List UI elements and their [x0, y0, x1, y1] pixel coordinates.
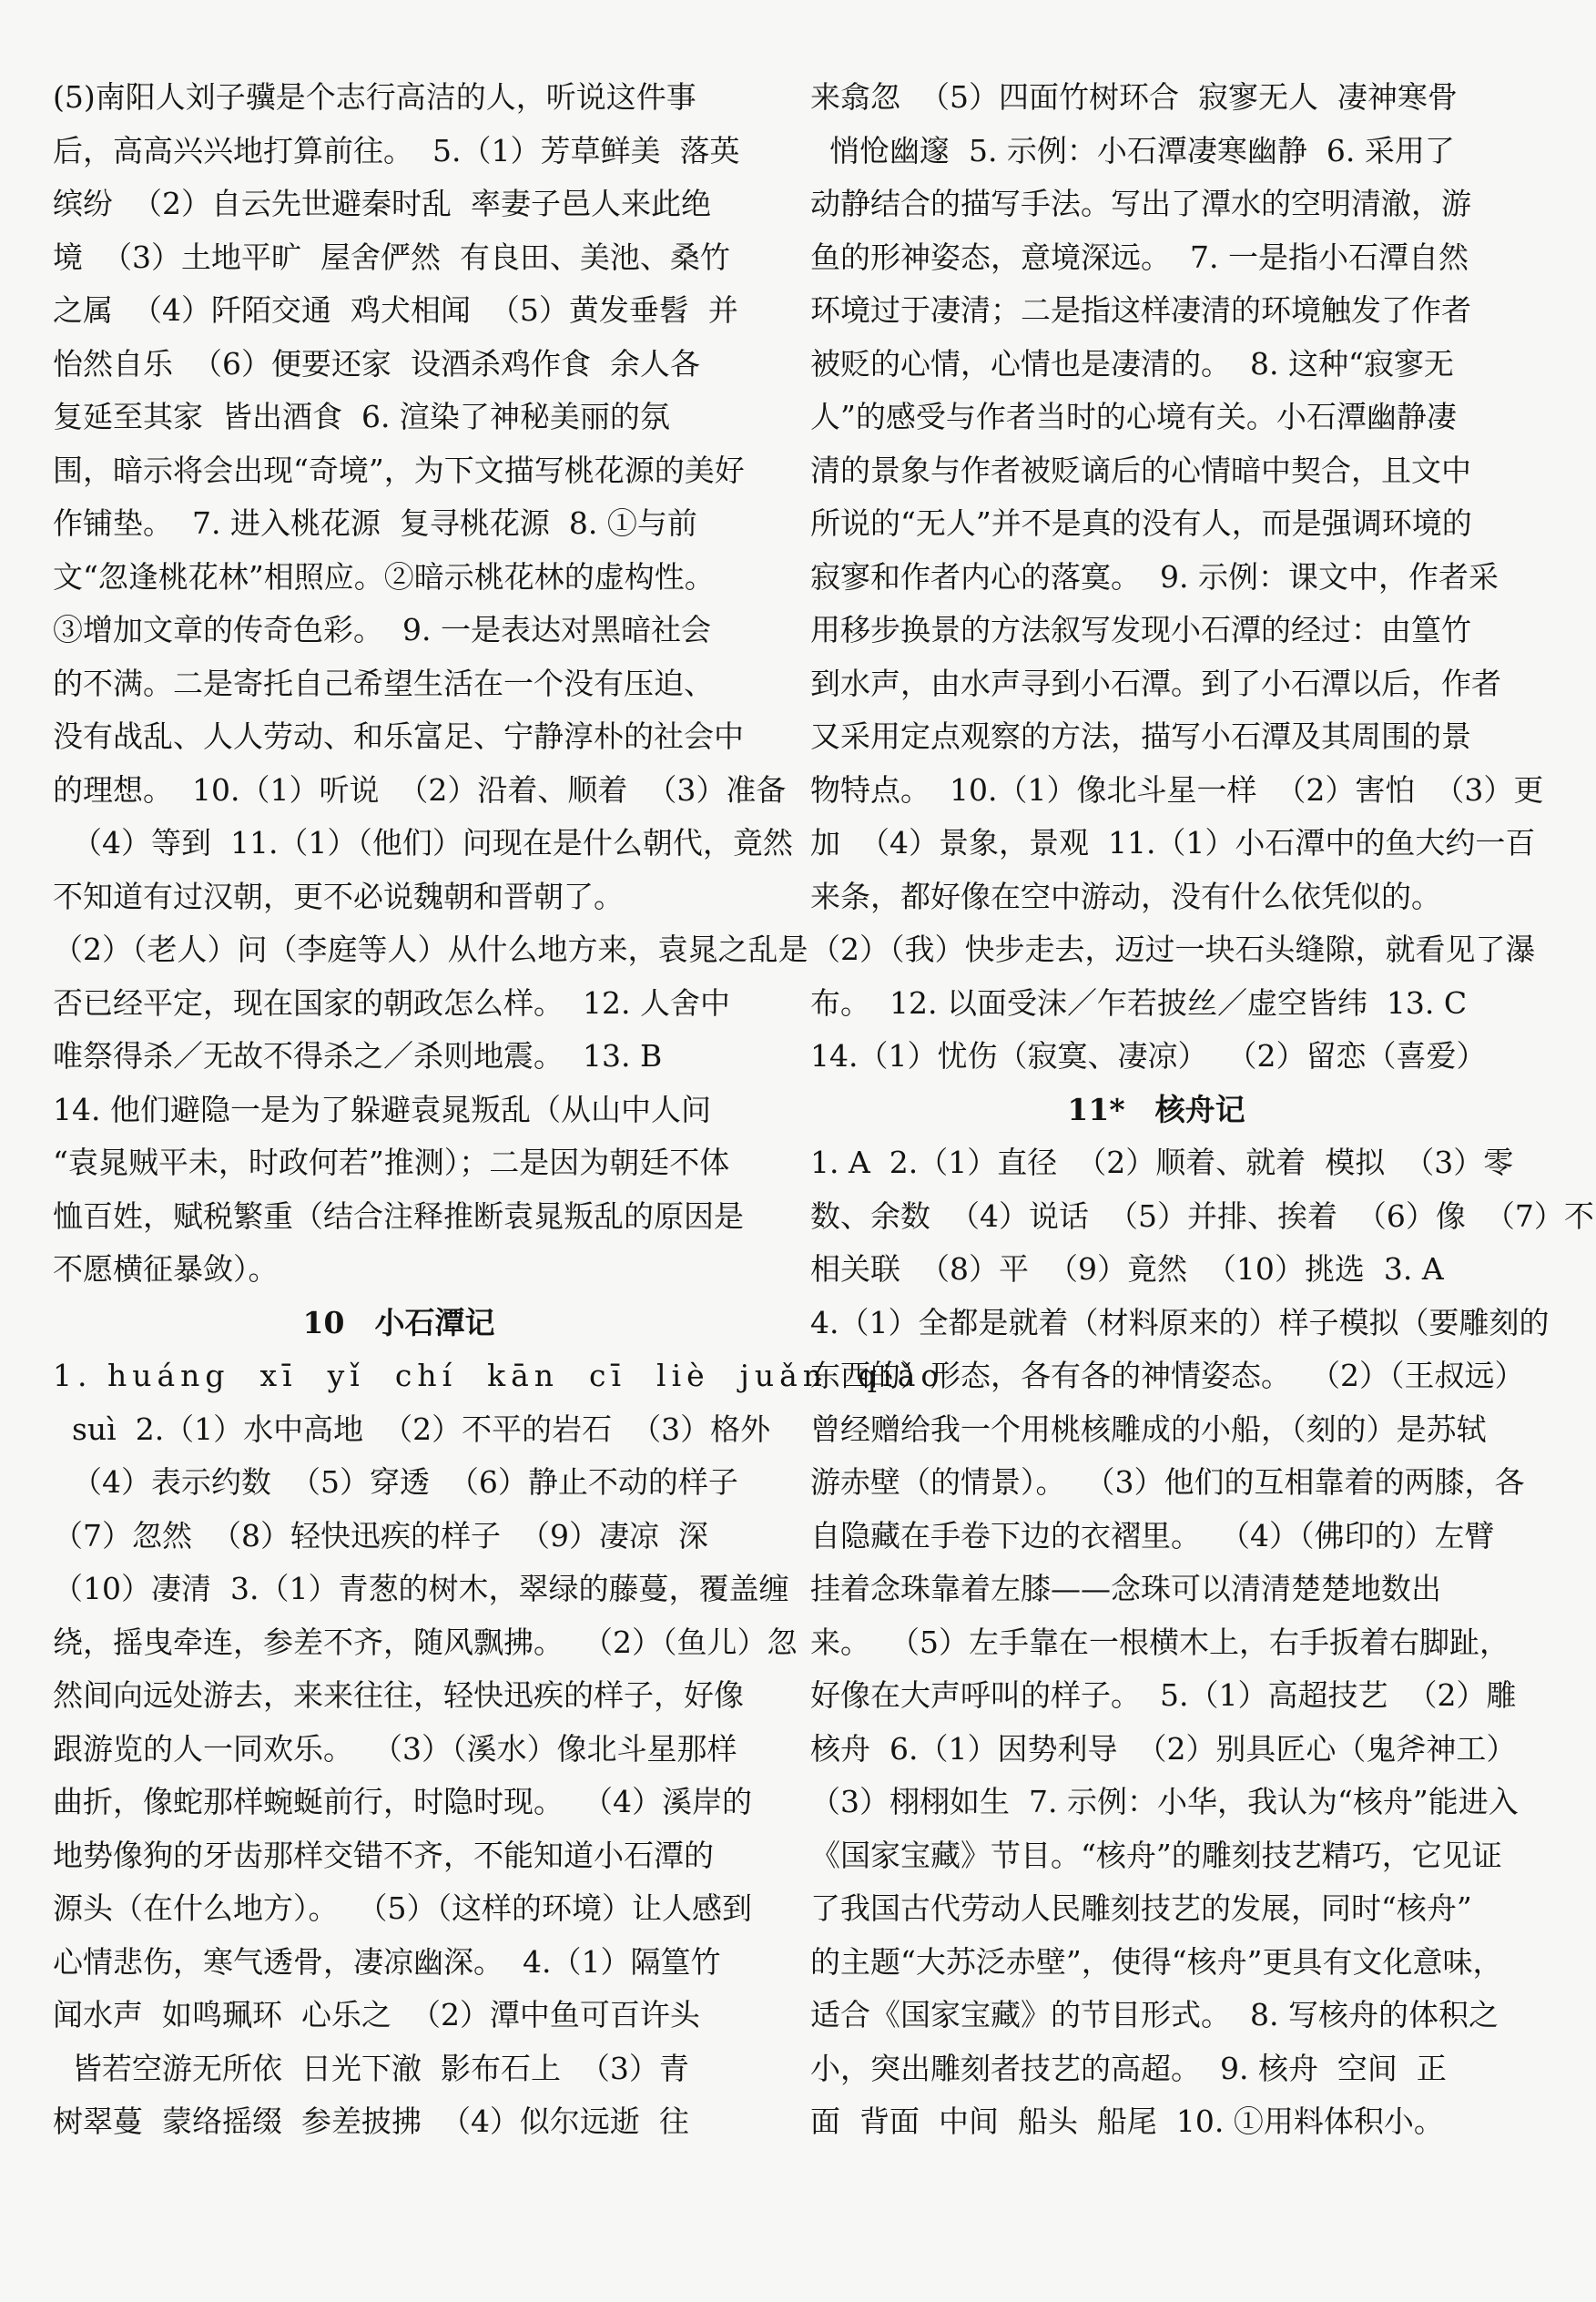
text-line: 恤百姓，赋税繁重（结合注释推断袁晁叛乱的原因是 — [53, 1197, 744, 1234]
text-line: 加 （4）景象，景观 11.（1）小石潭中的鱼大约一百 — [810, 825, 1536, 861]
text-line: 所说的“无人”并不是真的没有人，而是强调环境的 — [810, 505, 1472, 541]
text-line: 东西的）形态，各有各的神情姿态。 （2）（王叔远） — [810, 1358, 1525, 1393]
text-line: 缤纷 （2）自云先世避秦时乱 率妻子邑人来此绝 — [53, 186, 711, 221]
text-line: 核舟 6.（1）因势利导 （2）别具匠心（鬼斧神工） — [810, 1730, 1517, 1767]
text-line: 清的景象与作者被贬谪后的心情暗中契合，且文中 — [810, 452, 1471, 488]
text-line: suì 2.（1）水中高地 （2）不平的岩石 （3）格外 — [53, 1411, 771, 1447]
text-line: （2）（老人）问（李庭等人）从什么地方来，袁晁之乱是 — [53, 932, 808, 967]
text-line: 好像在大声呼叫的样子。 5.（1）高超技艺 （2）雕 — [810, 1677, 1517, 1713]
text-line: 来条，都好像在空中游动，没有什么依凭似的。 — [810, 878, 1441, 914]
text-line: 跟游览的人一同欢乐。 （3）（溪水）像北斗星那样 — [53, 1730, 737, 1767]
left-column — [53, 71, 945, 2149]
text-line: 1. A 2.（1）直径 （2）顺着、就着 模拟 （3）零 — [810, 1145, 1514, 1180]
text-line: 曲折，像蛇那样蜿蜒前行，时隐时现。 （4）溪岸的 — [53, 1784, 752, 1819]
text-line: 了我国古代劳动人民雕刻技艺的发展，同时“核舟” — [810, 1890, 1472, 1926]
text-line: 地势像狗的牙齿那样交错不齐，不能知道小石潭的 — [53, 1837, 714, 1873]
text-line: 鱼的形神姿态，意境深远。 7. 一是指小石潭自然 — [810, 239, 1469, 275]
text-line: 动静结合的描写手法。写出了潭水的空明清澈，游 — [810, 186, 1471, 221]
text-line: 后，高高兴兴地打算前往。 5.（1）芳草鲜美 落英 — [53, 132, 740, 168]
text-line: 到水声，由水声寻到小石潭。到了小石潭以后，作者 — [810, 665, 1501, 701]
text-line: 游赤壁（的情景）。 （3）他们的互相靠着的两膝，各 — [810, 1464, 1525, 1500]
text-line: 自隐藏在手卷下边的衣褶里。 （4）（佛印的）左臂 — [810, 1517, 1495, 1553]
text-line: 之属 （4）阡陌交通 鸡犬相闻 （5）黄发垂髫 并 — [53, 292, 738, 328]
text-line: 又采用定点观察的方法，描写小石潭及其周围的景 — [810, 718, 1471, 754]
text-line: （3）栩栩如生 7. 示例：小华，我认为“核舟”能进入 — [810, 1784, 1519, 1819]
text-line: 寂寥和作者内心的落寞。 9. 示例：课文中，作者采 — [810, 558, 1499, 595]
text-line: 14. 他们避隐一是为了躲避袁晁叛乱（从山中人问 — [53, 1091, 711, 1127]
text-line: （7）忽然 （8）轻快迅疾的样子 （9）凄凉 深 — [53, 1517, 708, 1553]
text-line: 适合《国家宝藏》的节目形式。 8. 写核舟的体积之 — [810, 1997, 1499, 2032]
text-line: 人”的感受与作者当时的心境有关。小石潭幽静凄 — [810, 399, 1457, 434]
text-line: ③增加文章的传奇色彩。 9. 一是表达对黑暗社会 — [53, 612, 711, 647]
text-line: 相关联 （8）平 （9）竟然 （10）挑选 3. A — [810, 1251, 1444, 1287]
text-line: 用移步换景的方法叙写发现小石潭的经过：由篁竹 — [810, 612, 1471, 647]
text-line: 绕，摇曳牵连，参差不齐，随风飘拂。 （2）（鱼儿）忽 — [53, 1624, 798, 1660]
text-line: 《国家宝藏》节目。“核舟”的雕刻技艺精巧，它见证 — [810, 1837, 1502, 1873]
section-heading: 11* 核舟记 — [1067, 1091, 1245, 1127]
text-line: 怡然自乐 （6）便要还家 设酒杀鸡作食 余人各 — [53, 345, 700, 382]
text-line: 不知道有过汉朝，更不必说魏朝和晋朝了。 — [53, 878, 624, 914]
text-line: 来翕忽 （5）四面竹树环合 寂寥无人 凄神寒骨 — [810, 79, 1458, 115]
right-column — [810, 71, 1594, 2149]
text-line: 皆若空游无所依 日光下澈 影布石上 （3）青 — [53, 2050, 689, 2086]
text-line: 的理想。 10.（1）听说 （2）沿着、顺着 （3）准备 — [53, 771, 787, 808]
text-line: 源头（在什么地方）。 （5）（这样的环境）让人感到 — [53, 1890, 752, 1926]
text-line: （4）表示约数 （5）穿透 （6）静止不动的样子 — [53, 1464, 738, 1500]
text-line: 心情悲伤，寒气透骨，凄凉幽深。 4.（1）隔篁竹 — [53, 1943, 721, 1980]
text-line: 1. huáng xī yǐ chí kān cī liè juǎn qiǎo — [53, 1358, 945, 1393]
text-line: 唯祭得杀／无故不得杀之／杀则地震。 13. B — [53, 1038, 663, 1074]
text-line: 被贬的心情，心情也是凄清的。 8. 这种“寂寥无 — [810, 345, 1454, 382]
text-line: （2）（我）快步走去，迈过一块石头缝隙，就看见了瀑 — [810, 932, 1536, 967]
text-line: 不愿横征暴敛）。 — [53, 1251, 279, 1287]
text-line: （10）凄清 3.（1）青葱的树木，翠绿的藤蔓，覆盖缠 — [53, 1571, 789, 1606]
text-line: 否已经平定，现在国家的朝政怎么样。 12. 人舍中 — [53, 984, 730, 1021]
text-line: 数、余数 （4）说话 （5）并排、挨着 （6）像 （7）不 — [810, 1197, 1594, 1234]
text-line: 树翠蔓 蒙络摇缀 参差披拂 （4）似尔远逝 往 — [53, 2103, 689, 2139]
text-line: 然间向远处游去，来来往往，轻快迅疾的样子，好像 — [53, 1677, 744, 1713]
text-line: 来。 （5）左手靠在一根横木上，右手扳着右脚趾， — [810, 1624, 1510, 1660]
text-line: 布。 12. 以面受沫／乍若披丝／虚空皆纬 13. C — [810, 984, 1468, 1021]
text-line: 悄怆幽邃 5. 示例：小石潭凄寒幽静 6. 采用了 — [810, 132, 1455, 168]
text-line: 文“忽逢桃花林”相照应。②暗示桃花林的虚构性。 — [53, 558, 715, 595]
text-line: 14.（1）忧伤（寂寞、凄凉） （2）留恋（喜爱） — [810, 1038, 1487, 1074]
text-line: 围，暗示将会出现“奇境”，为下文描写桃花源的美好 — [53, 452, 745, 488]
text-line: 物特点。 10.（1）像北斗星一样 （2）害怕 （3）更 — [810, 771, 1544, 808]
section-heading: 10 小石潭记 — [302, 1304, 495, 1340]
text-line: 小，突出雕刻者技艺的高超。 9. 核舟 空间 正 — [810, 2050, 1447, 2086]
text-line: 闻水声 如鸣珮环 心乐之 （2）潭中鱼可百许头 — [53, 1997, 700, 2032]
text-line: 作铺垫。 7. 进入桃花源 复寻桃花源 8. ①与前 — [53, 505, 697, 541]
text-line: “袁晁贼平未，时政何若”推测）；二是因为朝廷不体 — [53, 1145, 730, 1180]
text-line: (5)南阳人刘子骥是个志行高洁的人，听说这件事 — [53, 79, 696, 115]
text-line: 挂着念珠靠着左膝——念珠可以清清楚楚地数出 — [810, 1571, 1441, 1606]
text-line: 复延至其家 皆出酒食 6. 渲染了神秘美丽的氛 — [53, 399, 670, 434]
text-line: 境 （3）土地平旷 屋舍俨然 有良田、美池、桑竹 — [53, 239, 730, 275]
text-line: （4）等到 11.（1）（他们）问现在是什么朝代，竟然 — [53, 825, 793, 861]
text-line: 面 背面 中间 船头 船尾 10. ①用料体积小。 — [810, 2103, 1444, 2139]
text-line: 4.（1）全都是就着（材料原来的）样子模拟（要雕刻的 — [810, 1304, 1550, 1340]
text-line: 曾经赠给我一个用桃核雕成的小船，（刻的）是苏轼 — [810, 1411, 1487, 1447]
text-line: 的不满。二是寄托自己希望生活在一个没有压迫、 — [53, 665, 714, 701]
text-line: 环境过于凄清；二是指这样凄清的环境触发了作者 — [810, 292, 1471, 328]
text-line: 没有战乱、人人劳动、和乐富足、宁静淳朴的社会中 — [53, 718, 744, 754]
text-line: 的主题“大苏泛赤壁”，使得“核舟”更具有文化意味， — [810, 1943, 1503, 1980]
